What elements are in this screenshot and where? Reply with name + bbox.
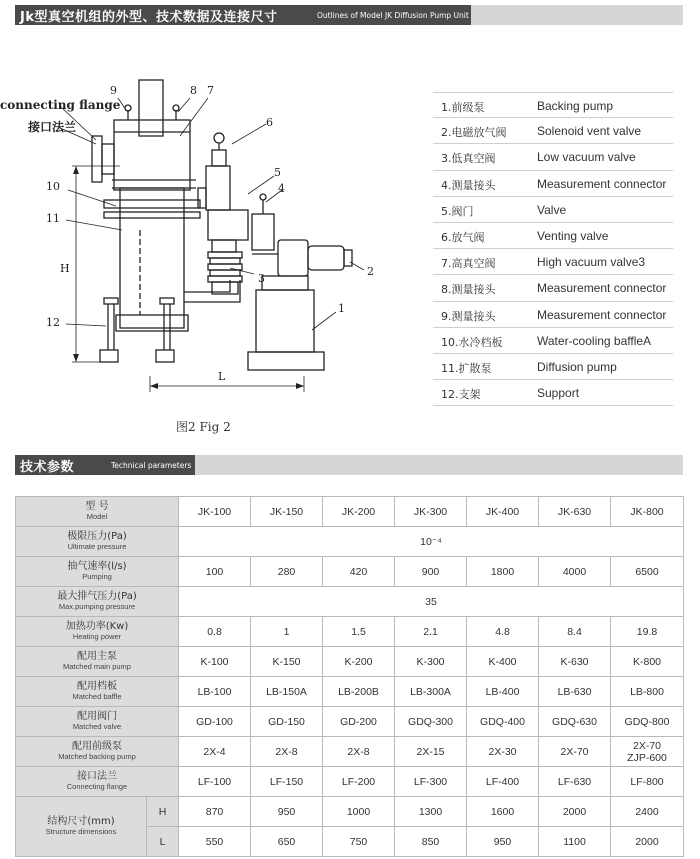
- legend-item-cn: 12.支架: [441, 388, 481, 402]
- row-header-cn: 接口法兰: [77, 771, 117, 783]
- row-header-en: Model: [86, 511, 108, 521]
- backing-pump: [256, 290, 314, 352]
- table-row: [16, 677, 684, 707]
- parts-legend: [433, 92, 673, 406]
- table-cell: [611, 737, 684, 767]
- sub-header-h: H: [147, 797, 179, 827]
- cell-line: ZJP-600: [627, 751, 667, 764]
- table-cell: JK-100: [179, 497, 251, 527]
- connecting-flange-label-en: connecting flange: [0, 98, 121, 112]
- legend-item-en: Support: [537, 386, 580, 401]
- table-cell: 850: [395, 827, 467, 857]
- table-cell: 2X-8: [323, 737, 395, 767]
- table-cell: 0.8: [179, 617, 251, 647]
- legend-item-cn: 10.水冷档板: [441, 335, 503, 349]
- table-cell: 2X-70: [539, 737, 611, 767]
- table-cell: 1: [251, 617, 323, 647]
- row-header-cn: 抽气速率(l/s): [67, 561, 127, 573]
- table-cell: 950: [467, 827, 539, 857]
- table-cell: 280: [251, 557, 323, 587]
- table-cell: GD-100: [179, 707, 251, 737]
- cell-line: 2X-70: [632, 739, 662, 752]
- table-cell: 750: [323, 827, 395, 857]
- legend-item-en: Venting valve: [537, 228, 609, 243]
- table-row: [16, 557, 684, 587]
- table-cell: GD-150: [251, 707, 323, 737]
- table-cell: 2000: [539, 797, 611, 827]
- table-cell: GDQ-400: [467, 707, 539, 737]
- table-cell: GDQ-630: [539, 707, 611, 737]
- table-cell: 1100: [539, 827, 611, 857]
- table-row: [16, 497, 684, 527]
- table-cell: JK-200: [323, 497, 395, 527]
- table-cell: LB-630: [539, 677, 611, 707]
- table-cell: LB-400: [467, 677, 539, 707]
- legend-item: [433, 354, 673, 380]
- row-header-valve: [16, 707, 179, 737]
- legend-item: [433, 380, 673, 406]
- legend-item-en: Low vacuum valve: [537, 150, 636, 165]
- table-cell: K-300: [395, 647, 467, 677]
- table-cell: LB-300A: [395, 677, 467, 707]
- dimension-h-label: H: [60, 262, 70, 275]
- row-header-en: Connecting flange: [66, 781, 128, 791]
- table-cell: 35: [179, 587, 684, 617]
- table-cell: 2400: [611, 797, 684, 827]
- table-row: [16, 797, 684, 827]
- table-cell: 870: [179, 797, 251, 827]
- table-cell: LF-800: [611, 767, 684, 797]
- table-cell: 8.4: [539, 617, 611, 647]
- row-header-cn: 型 号: [85, 501, 109, 513]
- sub-header-l: L: [147, 827, 179, 857]
- section-title-cn: 技术参数: [20, 460, 75, 475]
- table-cell: LF-200: [323, 767, 395, 797]
- row-header-pumping: [16, 557, 179, 587]
- outlet-pipe: [139, 80, 163, 136]
- legend-item: [433, 223, 673, 249]
- part-number-2: 2: [367, 265, 374, 278]
- part-number-5: 5: [274, 166, 281, 179]
- row-header-model: [16, 497, 179, 527]
- row-header-main_pump: [16, 647, 179, 677]
- legend-item-cn: 6.放气阀: [441, 230, 485, 244]
- section-title-cn: Jk型真空机组的外型、技术数据及连接尺寸: [20, 10, 278, 25]
- table-cell: 550: [179, 827, 251, 857]
- table-cell: 10⁻⁴: [179, 527, 684, 557]
- part-number-12: 12: [46, 316, 60, 329]
- legend-item: [433, 302, 673, 328]
- row-header-cn: 配用阀门: [77, 711, 117, 723]
- legend-item-cn: 2.电磁放气阀: [441, 126, 507, 140]
- table-cell: 6500: [611, 557, 684, 587]
- technical-parameters-table: [15, 496, 684, 857]
- legend-item-en: Valve: [537, 202, 567, 217]
- section-title-en: Technical parameters: [111, 461, 192, 470]
- table-cell: 2X-30: [467, 737, 539, 767]
- table-cell: 2X-15: [395, 737, 467, 767]
- row-header-ultimate: [16, 527, 179, 557]
- legend-item-en: Water-cooling baffleA: [537, 333, 652, 348]
- section-header-technical: [15, 455, 683, 475]
- part-number-4: 4: [278, 182, 285, 195]
- table-cell: K-100: [179, 647, 251, 677]
- table-cell: JK-800: [611, 497, 684, 527]
- row-header-en: Matched baffle: [72, 691, 122, 701]
- legend-item-cn: 8.测量接头: [441, 283, 496, 297]
- table-row: [16, 527, 684, 557]
- table-cell: GDQ-300: [395, 707, 467, 737]
- part-number-1: 1: [338, 302, 345, 315]
- row-header-backing: [16, 737, 179, 767]
- legend-item: [433, 249, 673, 275]
- table-cell: 1000: [323, 797, 395, 827]
- table-cell: LF-300: [395, 767, 467, 797]
- row-header-cn: 加热功率(Kw): [65, 621, 129, 633]
- row-header-cn: 最大排气压力(Pa): [57, 591, 137, 603]
- legend-item: [433, 118, 673, 144]
- legend-item: [433, 197, 673, 223]
- row-header-en: Pumping: [82, 571, 112, 581]
- table-cell: K-200: [323, 647, 395, 677]
- row-header-structure: [16, 797, 147, 857]
- table-cell: LB-100: [179, 677, 251, 707]
- bellows: [208, 252, 242, 282]
- table-cell: 1800: [467, 557, 539, 587]
- part-number-10: 10: [46, 180, 60, 193]
- venting-valve: [206, 166, 230, 210]
- row-header-max_pressure: [16, 587, 179, 617]
- part-number-3: 3: [258, 272, 265, 285]
- legend-item-cn: 7.高真空阀: [441, 257, 496, 271]
- table-cell: LF-400: [467, 767, 539, 797]
- table-cell: JK-150: [251, 497, 323, 527]
- row-header-cn: 极限压力(Pa): [67, 531, 127, 543]
- row-header-cn: 配用前级泵: [72, 741, 122, 753]
- table-cell: LF-630: [539, 767, 611, 797]
- table-cell: LB-800: [611, 677, 684, 707]
- table-cell: 650: [251, 827, 323, 857]
- table-cell: GD-200: [323, 707, 395, 737]
- row-header-cn: 配用主泵: [77, 651, 117, 663]
- row-header-baffle: [16, 677, 179, 707]
- legend-item-en: Measurement connector: [537, 176, 667, 191]
- row-header-en: Max.pumping pressure: [58, 601, 136, 611]
- row-header-flange: [16, 767, 179, 797]
- table-row: [16, 617, 684, 647]
- figure-caption: 图2 Fig 2: [176, 420, 231, 434]
- table-cell: 2X-4: [179, 737, 251, 767]
- table-cell: 4000: [539, 557, 611, 587]
- legend-item: [433, 275, 673, 301]
- solenoid-vent-valve: [278, 240, 308, 276]
- row-header-en: Matched valve: [72, 721, 122, 731]
- row-header-cn: 配用档板: [77, 681, 117, 693]
- row-header-en: Ultimate pressure: [67, 541, 127, 551]
- row-header-en: Heating power: [72, 631, 122, 641]
- table-row: [16, 737, 684, 767]
- table-row: [16, 707, 684, 737]
- row-header-cn: 结构尺寸(mm): [47, 816, 115, 828]
- support: [100, 298, 174, 362]
- table-cell: K-630: [539, 647, 611, 677]
- legend-item-en: Backing pump: [537, 99, 614, 113]
- legend-item-cn: 5.阀门: [441, 204, 474, 218]
- legend-item-en: Measurement connector: [537, 281, 667, 296]
- table-cell: LB-200B: [323, 677, 395, 707]
- table-cell: JK-300: [395, 497, 467, 527]
- table-cell: LB-150A: [251, 677, 323, 707]
- table-cell: 1.5: [323, 617, 395, 647]
- row-header-en: Matched backing pump: [58, 751, 136, 761]
- part-number-6: 6: [266, 116, 273, 129]
- table-cell: 1600: [467, 797, 539, 827]
- table-cell: 950: [251, 797, 323, 827]
- table-cell: 900: [395, 557, 467, 587]
- part-number-11: 11: [46, 212, 60, 225]
- legend-item: [433, 328, 673, 354]
- table-cell: 2.1: [395, 617, 467, 647]
- part-number-7: 7: [207, 84, 214, 97]
- table-row: [16, 587, 684, 617]
- table-cell: LF-100: [179, 767, 251, 797]
- table-cell: 2000: [611, 827, 684, 857]
- table-cell: GDQ-800: [611, 707, 684, 737]
- legend-item-cn: 3.低真空阀: [441, 152, 496, 166]
- legend-item-en: Measurement connector: [537, 307, 667, 322]
- table-cell: 4.8: [467, 617, 539, 647]
- legend-item-cn: 11.扩散泵: [441, 361, 492, 375]
- table-row: [16, 647, 684, 677]
- diffusion-pump-body: [120, 188, 184, 328]
- table-cell: 1300: [395, 797, 467, 827]
- legend-item-cn: 9.测量接头: [441, 309, 496, 323]
- connecting-flange-label-cn: 接口法兰: [28, 120, 77, 134]
- table-row: [16, 767, 684, 797]
- legend-item-en: Solenoid vent valve: [537, 124, 642, 139]
- legend-item-en: High vacuum valve3: [537, 255, 646, 270]
- row-header-heating: [16, 617, 179, 647]
- legend-item: [433, 144, 673, 170]
- table-cell: 19.8: [611, 617, 684, 647]
- table-cell: K-150: [251, 647, 323, 677]
- part-number-9: 9: [110, 84, 117, 97]
- legend-item: [433, 171, 673, 197]
- legend-item-en: Diffusion pump: [537, 359, 617, 374]
- section-title-en: Outlines of Model JK Diffusion Pump Unit: [317, 11, 469, 20]
- section-header-outlines: [15, 5, 683, 25]
- part-number-8: 8: [190, 84, 197, 97]
- table-cell: JK-630: [539, 497, 611, 527]
- table-cell: K-800: [611, 647, 684, 677]
- row-header-en: Matched main pump: [63, 661, 131, 671]
- legend-item: [433, 92, 673, 118]
- table-cell: 100: [179, 557, 251, 587]
- table-cell: 420: [323, 557, 395, 587]
- table-cell: JK-400: [467, 497, 539, 527]
- legend-item-cn: 1.前级泵: [441, 101, 485, 114]
- table-cell: LF-150: [251, 767, 323, 797]
- row-header-en: Structure dimensions: [45, 826, 117, 836]
- table-cell: 2X-8: [251, 737, 323, 767]
- pump-unit-drawing: [0, 40, 420, 440]
- table-cell: K-400: [467, 647, 539, 677]
- legend-item-cn: 4.测量接头: [441, 178, 496, 192]
- dimension-l-label: L: [218, 370, 226, 383]
